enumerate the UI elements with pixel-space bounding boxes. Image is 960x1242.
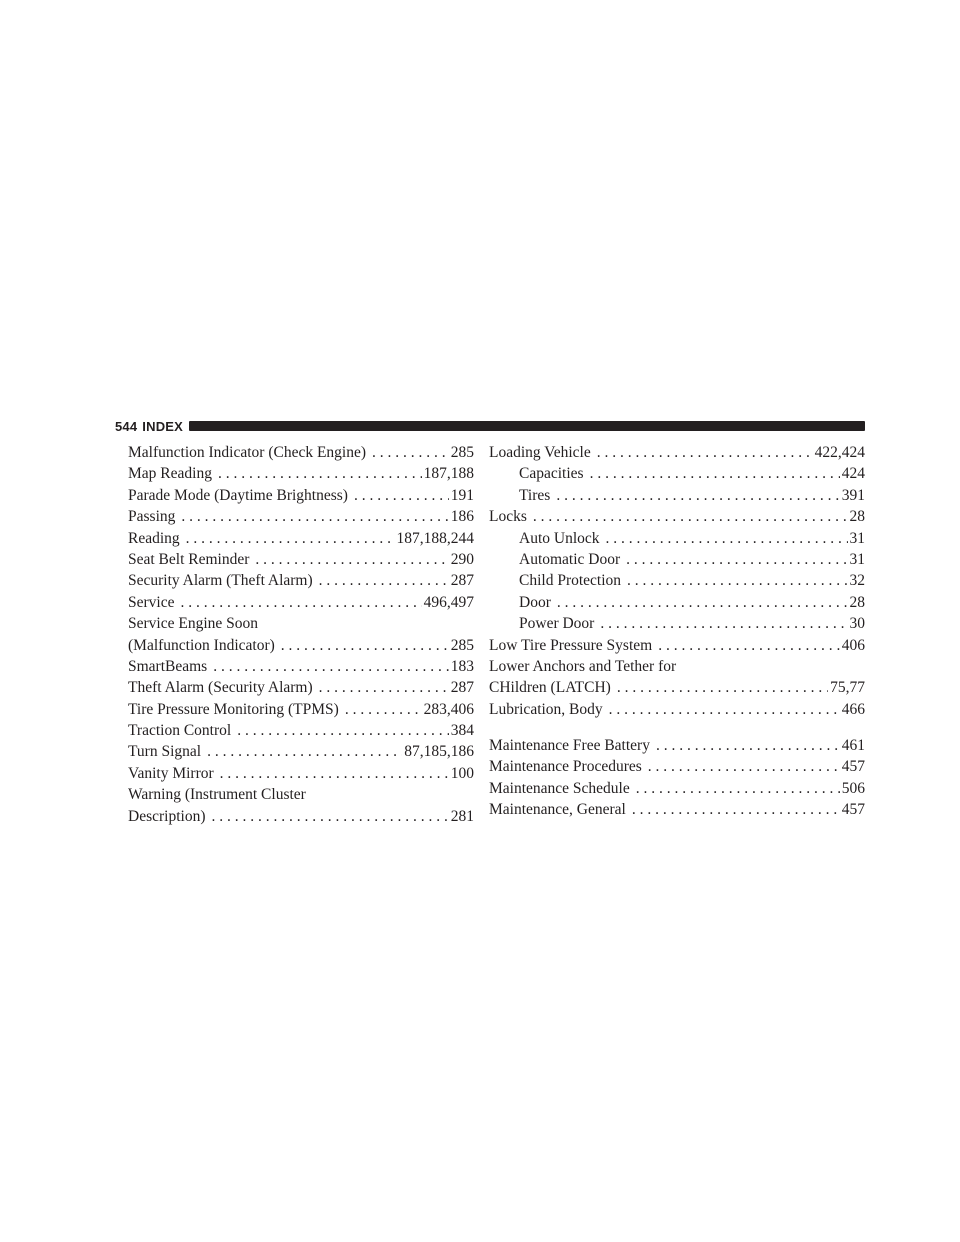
- header-rule: [189, 421, 865, 431]
- index-page-ref: 87,185,186: [404, 743, 474, 761]
- index-entry: [128, 720, 474, 741]
- index-entry: [128, 784, 474, 805]
- index-term: Vanity Mirror: [128, 764, 214, 782]
- index-page-ref: 186: [450, 508, 474, 526]
- index-term: Low Tire Pressure System: [489, 636, 653, 654]
- index-column-right: [489, 442, 865, 821]
- dot-leader: [319, 677, 449, 698]
- index-page-ref: 183: [450, 657, 474, 675]
- index-page-ref: 31: [849, 529, 865, 547]
- dot-leader: [218, 463, 422, 484]
- dot-leader: [609, 699, 840, 720]
- dot-leader: [354, 485, 449, 506]
- index-page-ref: 30: [849, 615, 865, 633]
- index-term: Automatic Door: [519, 550, 621, 568]
- index-term: Theft Alarm (Security Alarm): [128, 679, 313, 697]
- dot-leader: [281, 635, 449, 656]
- index-term: Auto Unlock: [519, 529, 600, 547]
- index-page-ref: 457: [841, 758, 865, 776]
- index-entry: [489, 635, 865, 656]
- index-entry: [489, 756, 865, 777]
- index-page-ref: 391: [841, 486, 865, 504]
- dot-leader: [533, 506, 848, 527]
- index-term: Maintenance Procedures: [489, 758, 642, 776]
- dot-leader: [220, 763, 449, 784]
- index-entry: [128, 506, 474, 527]
- index-term: Lubrication, Body: [489, 700, 603, 718]
- index-entry: [128, 442, 474, 463]
- page-number: 544: [115, 418, 138, 434]
- index-term: Description): [128, 807, 206, 825]
- index-entry: [489, 699, 865, 720]
- dot-leader: [627, 570, 847, 591]
- index-page-ref: 466: [841, 700, 865, 718]
- dot-leader: [345, 699, 422, 720]
- index-entry: [128, 485, 474, 506]
- index-term: Locks: [489, 508, 527, 526]
- index-term: Service: [128, 593, 175, 611]
- index-entry: [489, 570, 865, 591]
- index-entry: [128, 677, 474, 698]
- dot-leader: [180, 592, 421, 613]
- index-term: Traction Control: [128, 722, 232, 740]
- index-page-ref: 283,406: [423, 700, 474, 718]
- index-entry: [489, 778, 865, 799]
- index-term: Reading: [128, 529, 180, 547]
- dot-leader: [658, 635, 840, 656]
- dot-leader: [181, 506, 448, 527]
- index-entry: [489, 463, 865, 484]
- index-term: Passing: [128, 508, 176, 526]
- index-column-left: [128, 442, 474, 827]
- index-entry: [489, 528, 865, 549]
- index-entry: [489, 656, 865, 677]
- index-term: Lower Anchors and Tether for: [489, 657, 677, 675]
- index-term: Maintenance Schedule: [489, 779, 630, 797]
- dot-leader: [606, 528, 848, 549]
- index-term: Warning (Instrument Cluster: [128, 786, 306, 804]
- dot-leader: [255, 549, 448, 570]
- index-page-ref: 457: [841, 801, 865, 819]
- index-entry: [128, 635, 474, 656]
- index-term: Service Engine Soon: [128, 615, 259, 633]
- dot-leader: [600, 613, 847, 634]
- index-entry: [128, 570, 474, 591]
- index-term: CHildren (LATCH): [489, 679, 611, 697]
- index-page-ref: 285: [450, 636, 474, 654]
- dot-leader: [186, 528, 395, 549]
- index-page-ref: 496,497: [423, 593, 474, 611]
- index-page-ref: 100: [450, 764, 474, 782]
- dot-leader: [617, 677, 828, 698]
- dot-leader: [372, 442, 449, 463]
- index-term: Parade Mode (Daytime Brightness): [128, 486, 348, 504]
- index-page-ref: 422,424: [814, 444, 865, 461]
- index-page-ref: 28: [849, 593, 865, 611]
- index-page-ref: 31: [849, 550, 865, 568]
- index-entry: [128, 741, 474, 762]
- index-entry: [489, 613, 865, 634]
- index-page-ref: 32: [849, 572, 865, 590]
- dot-leader: [632, 799, 840, 820]
- index-entry: [128, 806, 474, 827]
- index-term: Maintenance Free Battery: [489, 737, 650, 755]
- index-entry: [489, 799, 865, 820]
- index-page-ref: 506: [841, 779, 865, 797]
- dot-leader: [557, 592, 848, 613]
- index-page-ref: 285: [450, 444, 474, 461]
- dot-leader: [556, 485, 839, 506]
- index-page-ref: 187,188,244: [396, 529, 474, 547]
- index-entry: [489, 506, 865, 527]
- index-page-ref: 187,188: [423, 465, 474, 483]
- index-entry: [489, 677, 865, 698]
- index-entry: [128, 613, 474, 634]
- index-term: Security Alarm (Theft Alarm): [128, 572, 313, 590]
- index-page-ref: 424: [841, 465, 865, 483]
- index-term: Turn Signal: [128, 743, 202, 761]
- index-page-ref: 461: [841, 737, 865, 755]
- dot-leader: [237, 720, 449, 741]
- index-page-ref: 287: [450, 572, 474, 590]
- index-term: Seat Belt Reminder: [128, 550, 250, 568]
- index-entry: [489, 735, 865, 756]
- index-entry: [128, 592, 474, 613]
- index-page-ref: 290: [450, 550, 474, 568]
- index-entry: [128, 699, 474, 720]
- index-term: (Malfunction Indicator): [128, 636, 275, 654]
- dot-leader: [597, 442, 813, 463]
- index-entry: [128, 656, 474, 677]
- dot-leader: [636, 778, 840, 799]
- index-page-ref: 75,77: [830, 679, 865, 697]
- index-term: Loading Vehicle: [489, 444, 591, 461]
- index-page-ref: 406: [841, 636, 865, 654]
- index-term: Door: [519, 593, 551, 611]
- index-page-ref: 281: [450, 807, 474, 825]
- index-term: Child Protection: [519, 572, 622, 590]
- dot-leader: [207, 741, 402, 762]
- index-page-ref: 191: [450, 486, 474, 504]
- dot-leader: [590, 463, 840, 484]
- index-term: Malfunction Indicator (Check Engine): [128, 444, 367, 461]
- index-term: Capacities: [519, 465, 584, 483]
- dot-leader: [648, 756, 840, 777]
- index-entry: [489, 549, 865, 570]
- index-page-ref: 384: [450, 722, 474, 740]
- index-entry: [128, 528, 474, 549]
- index-term: Power Door: [519, 615, 595, 633]
- dot-leader: [213, 656, 449, 677]
- dot-leader: [656, 735, 840, 756]
- index-term: Map Reading: [128, 465, 212, 483]
- section-title: INDEX: [142, 418, 184, 434]
- index-page-ref: 28: [849, 508, 865, 526]
- index-term: SmartBeams: [128, 657, 208, 675]
- index-page-ref: 287: [450, 679, 474, 697]
- index-term: Maintenance, General: [489, 801, 626, 819]
- index-entry: [128, 763, 474, 784]
- dot-leader: [626, 549, 847, 570]
- page-header: [115, 415, 865, 437]
- index-entry: [489, 442, 865, 463]
- dot-leader: [211, 806, 448, 827]
- index-entry: [128, 463, 474, 484]
- index-entry: [128, 549, 474, 570]
- index-entry: [489, 592, 865, 613]
- index-term: Tire Pressure Monitoring (TPMS): [128, 700, 339, 718]
- index-term: Tires: [519, 486, 551, 504]
- dot-leader: [319, 570, 449, 591]
- index-entry: [489, 485, 865, 506]
